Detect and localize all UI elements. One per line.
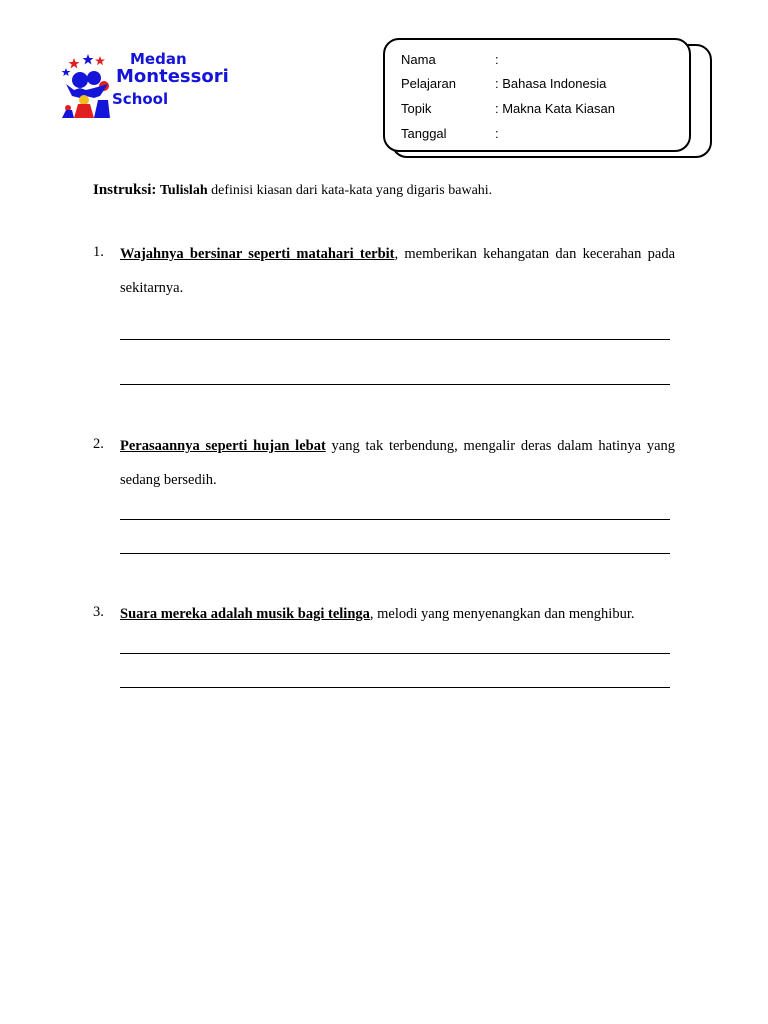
question-number: 3. xyxy=(93,604,104,620)
answer-line[interactable] xyxy=(120,553,670,554)
question-rest: , melodi yang menyenangkan dan menghibur. xyxy=(369,606,635,622)
info-value: : Bahasa Indonesia xyxy=(495,76,607,91)
question-figurative-phrase: Perasaannya seperti hujan lebat xyxy=(120,438,326,454)
logo-text-medan: Medan xyxy=(130,50,187,68)
logo-text-school: School xyxy=(112,90,169,108)
question-text xyxy=(120,429,675,497)
question-text xyxy=(120,597,675,631)
info-label: Topik xyxy=(401,101,432,116)
answer-line[interactable] xyxy=(120,653,670,654)
info-label: Nama xyxy=(401,52,436,67)
answer-line[interactable] xyxy=(120,384,670,385)
question-number: 2. xyxy=(93,436,104,452)
school-logo xyxy=(60,48,240,122)
instruction-label: Instruksi: xyxy=(93,182,157,198)
info-label: Tanggal xyxy=(401,126,447,141)
question-figurative-phrase: Wajahnya bersinar seperti matahari terbit xyxy=(120,246,395,262)
info-value[interactable]: : xyxy=(495,52,499,67)
answer-line[interactable] xyxy=(120,339,670,340)
question-number: 1. xyxy=(93,244,104,260)
instruction-text: definisi kiasan dari kata-kata yang digaris bawahi. xyxy=(211,183,493,198)
answer-line[interactable] xyxy=(120,687,670,688)
info-label: Pelajaran xyxy=(401,76,456,91)
question-text xyxy=(120,237,675,305)
logo-children-icon xyxy=(60,54,120,118)
question-figurative-phrase: Suara mereka adalah musik bagi telinga xyxy=(120,606,370,622)
logo-text-montessori: Montessori xyxy=(116,66,229,87)
answer-line[interactable] xyxy=(120,519,670,520)
instruction-bold-word: Tulislah xyxy=(159,183,208,198)
info-value: : Makna Kata Kiasan xyxy=(495,101,615,116)
info-value[interactable]: : xyxy=(495,126,499,141)
instruction xyxy=(93,182,492,199)
info-box xyxy=(383,38,691,152)
question-rest: , memberikan kehangatan dan kecerahan pada sekitarnya. xyxy=(120,246,676,296)
question-rest: yang tak terbendung, mengalir deras dalam hatinya yang sedang bersedih. xyxy=(120,438,676,488)
